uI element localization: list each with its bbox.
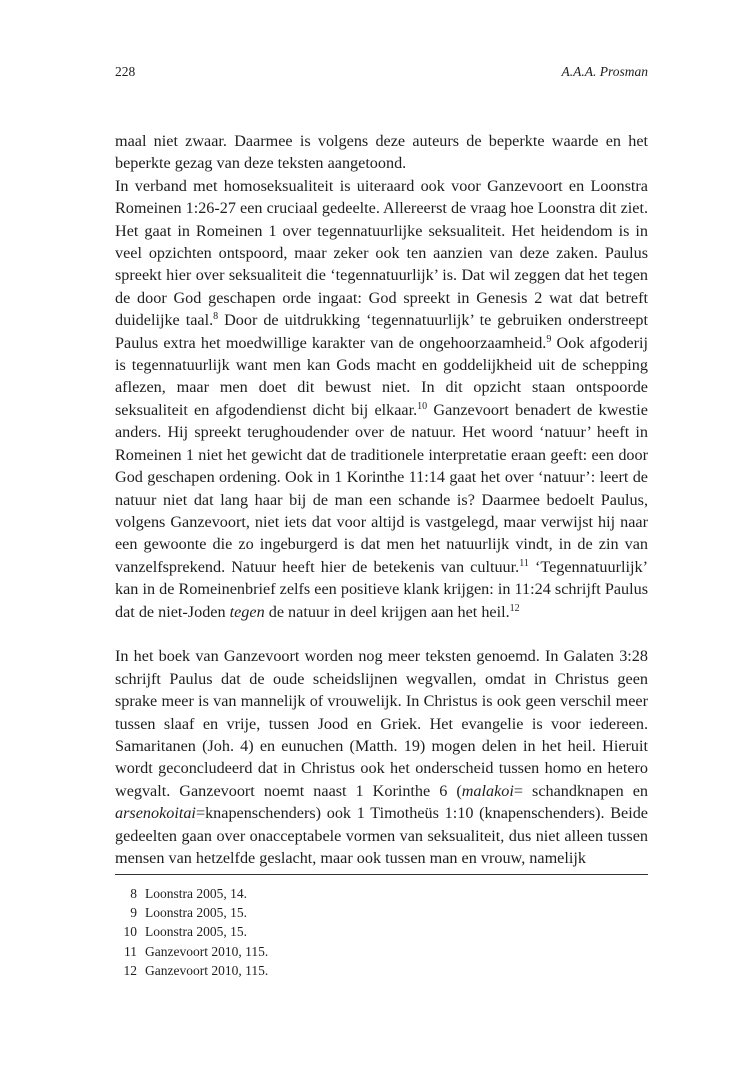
footnote-number: 8 (130, 886, 137, 901)
footnote-number: 9 (130, 905, 137, 921)
text-run: ‘Tegennatuurlijk’ kan in de Romeinenbrief zelfs een positieve klank krijgen: in 11:24 schrijft Paulus dat de niet-Joden (115, 557, 648, 621)
footnote-text: Loonstra 2005, 15. (145, 924, 247, 940)
text-run: = schandknapen en (513, 781, 648, 800)
text-run: Door de uitdrukking ‘tegennatuurlijk’ te gebruiken onderstreept Paulus extra het moedwillige karakter van de ongehoorzaamheid. (115, 311, 648, 352)
footnote-ref-8: 8 (213, 311, 219, 323)
footnote (115, 903, 648, 922)
emphasis: malakoi (461, 781, 514, 800)
footnote-ref-12: 12 (509, 602, 520, 614)
text-run: Ganzevoort benadert de kwestie anders. Hij spreekt terughoudender over de natuur. Het woord ‘natuur’ heeft in Romeinen 1 niet het gewicht dat de traditionele interpretatie eraan geeft: een door God geschapen ordening. Ook in 1 Korinthe 11:14 gaat het over ‘natuur’: leert de natuur niet dat lang haar bij de man een schande is? Daarmee bedoelt Paulus, volgens Ganzevoort, niet iets dat voor altijd is vastgelegd, maar verwijst hij naar een gewoonte die zo ingeburgerd is dat men het natuurlijk vindt, in de zin van vanzelfsprekend. Natuur heeft hier de betekenis van cultuur. (115, 400, 648, 576)
footnote-divider (115, 874, 648, 875)
text-run: In verband met homoseksualiteit is uiteraard ook voor Ganzevoort en Loonstra Romeinen 1:26-27 een cruciaal gedeelte. Allereerst de vraag hoe Loonstra dit ziet. Het gaat in Romeinen 1 over tegennatuurlijke seksualiteit. Het heidendom is in veel opzichten ontspoord, maar zeker ook ten aanzien van deze zaken. Paulus spreekt hier over seksualiteit die ‘tegennatuurlijk’ is. Dat wil zeggen dat het tegen de door God geschapen orde ingaat: God spreekt in Genesis 2 wat dat betreft duidelijke taal. (115, 176, 648, 330)
emphasis: tegen (229, 602, 265, 621)
footnote-text: Loonstra 2005, 14. (145, 886, 247, 901)
page-number: 228 (115, 64, 136, 79)
footnote-text: Loonstra 2005, 15. (145, 905, 247, 921)
paragraph-continuation: maal niet zwaar. Daarmee is volgens deze auteurs de beperkte waarde en het beperkte gezag van deze teksten aangetoond. (115, 132, 648, 173)
paragraph-romeinen (115, 175, 648, 623)
footnote (115, 961, 648, 980)
running-head-author: A.A.A. Prosman (561, 64, 648, 79)
footnote-ref-9: 9 (546, 333, 552, 345)
footnote-text: Ganzevoort 2010, 115. (145, 962, 269, 978)
footnote-ref-11: 11 (519, 557, 529, 569)
footnotes (115, 884, 648, 980)
footnote-ref-10: 10 (417, 400, 428, 412)
footnote (115, 884, 648, 903)
footnote-number: 10 (123, 924, 137, 940)
footnote (115, 922, 648, 941)
text-run: =knapenschenders) ook 1 Timotheüs 1:10 (knapenschenders). Beide gedeelten gaan over onacceptabele vormen van seksualiteit, dus niet alleen tussen mensen van hetzelfde geslacht, maar ook tussen man en vrouw, namelijk (115, 804, 648, 867)
footnote (115, 942, 648, 961)
footnote-text: Ganzevoort 2010, 115. (145, 943, 269, 959)
emphasis: arsenokoitai (115, 804, 196, 823)
text-run: In het boek van Ganzevoort worden nog meer teksten genoemd. In Galaten 3:28 schrijft Paulus dat de oude scheidslijnen wegvallen, omdat in Christus geen sprake meer is van mannelijk of vrouwelijk. In Christus is ook geen verschil meer tussen slaaf en vrije, tussen Jood en Griek. Het evangelie is voor iedereen. Samaritanen (Joh. 4) en eunuchen (Matth. 19) mogen delen in het heil. Hieruit wordt geconcludeerd dat in Christus ook het onderscheid tussen homo en hetero wegvalt. Ganzevoort noemt naast 1 Korinthe 6 ( (115, 647, 648, 800)
page-header (115, 64, 648, 84)
paragraph-galaten (115, 645, 648, 869)
text-run: de natuur in deel krijgen aan het heil. (264, 602, 510, 621)
footnote-number: 12 (123, 962, 137, 978)
text-run: Ook afgoderij is tegennatuurlijk want men kan Gods macht en goddelijkheid uit de schepping aflezen, maar men doet dit bewust niet. In dit opzicht staan ontspoorde seksualiteit en afgodendienst dicht bij elkaar. (115, 333, 649, 419)
body-text (115, 130, 648, 869)
footnote-number: 11 (124, 943, 137, 959)
